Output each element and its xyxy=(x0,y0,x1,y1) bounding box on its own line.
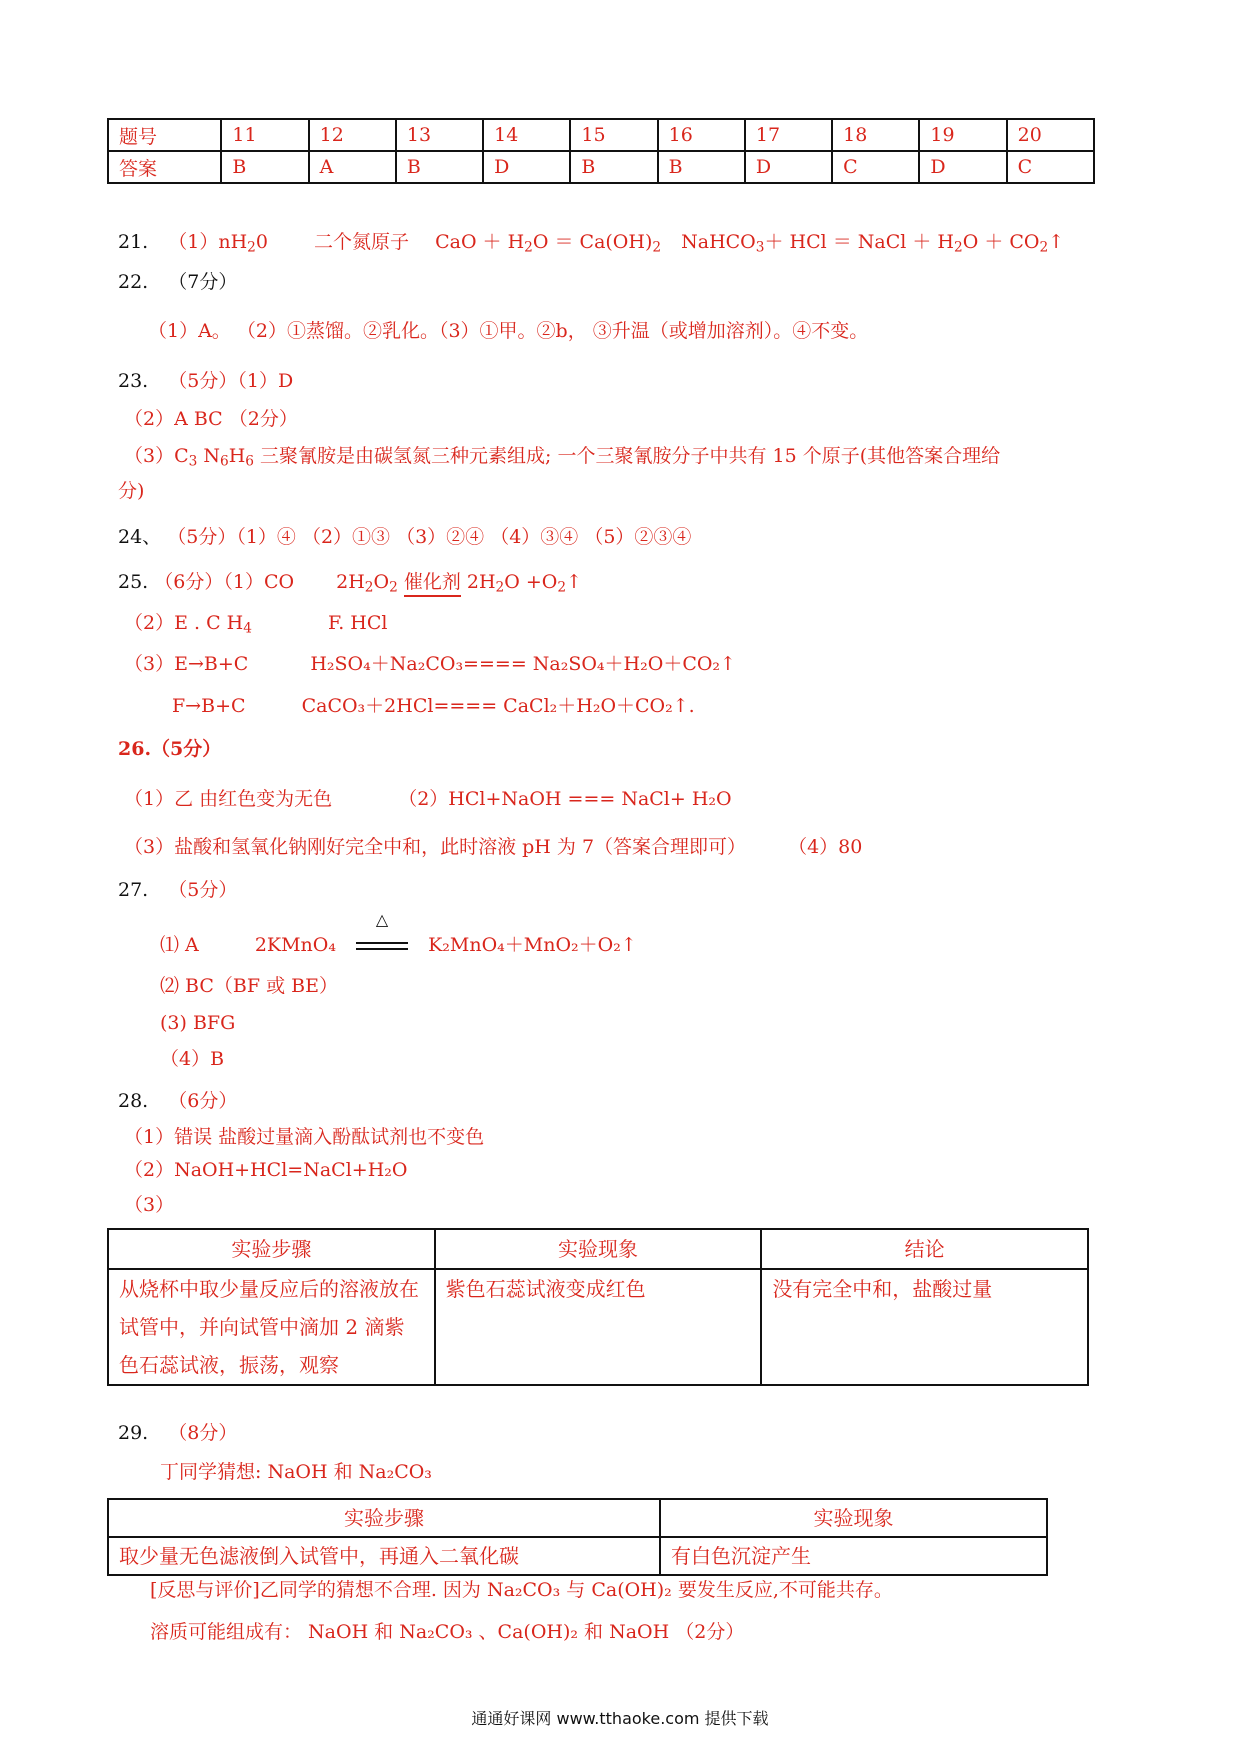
q21-eq2a: NaHCO xyxy=(681,231,756,253)
q21-eq1b: O ＝ Ca(OH) xyxy=(532,231,653,253)
question-number: 13 xyxy=(396,119,483,151)
q25-f: F. HCl xyxy=(327,612,388,634)
q25-catalyst: 催化剂 xyxy=(404,571,461,597)
q23-part2: （2）A BC （2分） xyxy=(124,408,298,430)
answer-cell: D xyxy=(483,151,570,183)
q29-number: 29. xyxy=(118,1422,149,1444)
question-number: 15 xyxy=(570,119,657,151)
q25-part2: （2）E . C $H_4$ F. HCl xyxy=(124,612,388,637)
answer-cell: B xyxy=(570,151,657,183)
q21-text2: 二个氮原子 xyxy=(314,231,410,253)
q29-header-steps: 实验步骤 xyxy=(108,1499,660,1537)
q25-f-label: F→B+C xyxy=(172,695,246,717)
question-number: 12 xyxy=(309,119,396,151)
question-number: 11 xyxy=(221,119,308,151)
q29-cell-phenomenon: 有白色沉淀产生 xyxy=(660,1537,1047,1575)
q23-part3: $(3)C_3$ $N_6H_6$ 三聚氰胺是由碳氢氮三种元素组成; 一个三聚氰胺分子中共有 15 个原子(其他答案合理给 xyxy=(124,445,1001,470)
q25-eq-b: O xyxy=(373,571,390,593)
q28-heading xyxy=(118,1092,237,1111)
q23-number: 23. xyxy=(118,370,149,392)
q25-score: （6分）（1）CO xyxy=(154,571,295,593)
q25-part3 xyxy=(124,655,736,674)
q26-part3 xyxy=(124,838,862,857)
question-number: 20 xyxy=(1007,119,1094,151)
q21-number: 21. xyxy=(118,231,149,253)
answer-cell: C xyxy=(832,151,919,183)
q25-eq-a: 2H xyxy=(336,571,365,593)
q29-header-phenomenon: 实验现象 xyxy=(660,1499,1047,1537)
q28-cell-conclusion: 没有完全中和，盐酸过量 xyxy=(761,1269,1088,1385)
answer-cell: B xyxy=(396,151,483,183)
answer-cell: B xyxy=(221,151,308,183)
q25-eq-d: O +O xyxy=(504,571,558,593)
q28-cell-steps: 从烧杯中取少量反应后的溶液放在试管中，并向试管中滴加 2 滴紫色石蕊试液，振荡，观察 xyxy=(108,1269,435,1385)
q28-number: 28. xyxy=(118,1090,149,1112)
q29-solute: 溶质可能组成有： NaOH 和 Na₂CO₃ 、Ca(OH)₂ 和 NaOH （2分） xyxy=(150,1621,745,1643)
q26-heading: 26.（5分） xyxy=(118,738,222,760)
q24-answer: （5分）（1）④ （2）①③ （3）②④ （4）③④ （5）②③④ xyxy=(167,526,692,548)
q22-number: 22. xyxy=(118,271,149,293)
q27-number: 27. xyxy=(118,879,149,901)
q28-part1: （1）错误 盐酸过量滴入酚酞试剂也不变色 xyxy=(124,1126,485,1148)
q28-cell-phenomenon: 紫色石蕊试液变成红色 xyxy=(435,1269,762,1385)
q25-e-label: （3）E→B+C xyxy=(124,653,249,675)
q23-explanation: 三聚氰胺是由碳氢氮三种元素组成; 一个三聚氰胺分子中共有 15 个原子(其他答案合理给 xyxy=(260,445,1001,467)
question-number: 16 xyxy=(658,119,745,151)
row-answer-label: 答案 xyxy=(108,151,221,183)
q26-part1 xyxy=(124,790,732,809)
q24-line xyxy=(118,528,691,547)
q22-score: （7分） xyxy=(168,271,238,293)
answer-cell: A xyxy=(309,151,396,183)
q25-number: 25. xyxy=(118,571,149,593)
q27-part3: (3) BFG xyxy=(160,1012,236,1034)
q27-heading xyxy=(118,881,237,900)
q28-score: （6分） xyxy=(168,1090,238,1112)
q27-p1-label: ⑴ A xyxy=(160,934,199,956)
q28-table-row xyxy=(108,1269,1088,1385)
page-footer: 通通好课网 www.tthaoke.com 提供下载 xyxy=(471,1709,769,1728)
q29-table-row xyxy=(108,1537,1047,1575)
q29-heading xyxy=(118,1424,237,1443)
q23-part3-cont: 分) xyxy=(118,480,145,502)
q21-eq2b: ＋ HCl ＝ NaCl ＋ H xyxy=(764,231,954,253)
row-header-label: 题号 xyxy=(108,119,221,151)
q22-heading xyxy=(118,273,237,292)
q29-guess: 丁同学猜想: NaOH 和 Na₂CO₃ xyxy=(160,1461,432,1483)
q26-p2: （2）HCl+NaOH === NaCl+ H₂O xyxy=(398,788,732,810)
q21-part1b: 0 xyxy=(255,231,268,253)
answer-cell: B xyxy=(658,151,745,183)
q25-e: （2）E . C H xyxy=(124,612,244,634)
q29-table-header xyxy=(108,1499,1047,1537)
q27-part4: （4）B xyxy=(160,1048,225,1070)
heat-triangle-icon: △ xyxy=(375,910,389,929)
question-number: 19 xyxy=(919,119,1006,151)
q26-p1: （1）乙 由红色变为无色 xyxy=(124,788,333,810)
answer-cell: D xyxy=(745,151,832,183)
question-number: 14 xyxy=(483,119,570,151)
q27-part2: ⑵ BC（BF 或 BE） xyxy=(160,975,338,997)
q22-answer: （1）A。 （2）①蒸馏。②乳化。（3）①甲。②b， ③升温（或增加溶剂）。④不变。 xyxy=(148,320,869,342)
q27-part1 xyxy=(160,910,637,958)
q28-part3: （3） xyxy=(124,1194,175,1216)
answer-grid-number-row xyxy=(108,119,1094,151)
q28-part2: （2）NaOH+HCl=NaCl+H₂O xyxy=(124,1159,408,1181)
q28-header-steps: 实验步骤 xyxy=(108,1229,435,1269)
q29-cell-steps: 取少量无色滤液倒入试管中，再通入二氧化碳 xyxy=(108,1537,660,1575)
q27-p1-left: 2KMnO₄ xyxy=(254,934,336,956)
q21-arrow: ↑ xyxy=(1048,231,1065,253)
q21-part1: （1）nH xyxy=(168,231,248,253)
answer-grid xyxy=(107,118,1095,184)
q21-line: 21. $(1)nH_20$ 二个氮原子 CaO ＋ $H_2O = Ca(OH)_2$ NaHCO$_3$＋ HCl ＝ NaCl ＋ $H_2O$ ＋ $CO_2↑$ xyxy=(118,231,1065,256)
q26-p4: （4）80 xyxy=(788,836,863,858)
q26-p3: （3）盐酸和氢氧化钠刚好完全中和，此时溶液 pH 为 7（答案合理即可） xyxy=(124,836,747,858)
q27-p1-right: K₂MnO₄＋MnO₂＋O₂↑ xyxy=(428,934,637,956)
q23-score: （5分）（1）D xyxy=(168,370,294,392)
question-number: 17 xyxy=(745,119,832,151)
q28-header-conclusion: 结论 xyxy=(761,1229,1088,1269)
q23-formula-c: （3）C xyxy=(124,445,189,467)
q29-table xyxy=(107,1498,1048,1576)
q29-reflection: [反思与评价]乙同学的猜想不合理. 因为 Na₂CO₃ 与 Ca(OH)₂ 要发生反应,不可能共存。 xyxy=(150,1579,893,1601)
q28-table xyxy=(107,1228,1089,1386)
answer-cell: C xyxy=(1007,151,1094,183)
q25-f-eq: CaCO₃＋2HCl==== CaCl₂＋H₂O＋CO₂↑. xyxy=(301,695,695,717)
answer-grid-answer-row xyxy=(108,151,1094,183)
answer-cell: D xyxy=(919,151,1006,183)
q29-score: （8分） xyxy=(168,1422,238,1444)
q25-eq-c: 2H xyxy=(466,571,496,593)
q23-formula-n: N xyxy=(203,445,221,467)
q27-score: （5分） xyxy=(168,879,238,901)
q25-part4 xyxy=(172,697,695,716)
q25-e-eq: H₂SO₄＋Na₂CO₃==== Na₂SO₄＋H₂O＋CO₂↑ xyxy=(310,653,736,675)
q23-heading xyxy=(118,372,293,391)
q23-formula-h: H xyxy=(228,445,246,467)
question-number: 18 xyxy=(832,119,919,151)
q21-eq1a: CaO ＋ H xyxy=(435,231,525,253)
q28-table-header xyxy=(108,1229,1088,1269)
heating-equals-sign xyxy=(356,910,408,958)
q28-header-phenomenon: 实验现象 xyxy=(435,1229,762,1269)
q21-eq2c: O ＋ CO xyxy=(962,231,1040,253)
q24-number: 24、 xyxy=(118,526,162,548)
q25-heading: 25. （6分）（1）CO $2H_2O_2$ 催化剂 $2H_2O$ $+O_2↑$ xyxy=(118,571,582,596)
